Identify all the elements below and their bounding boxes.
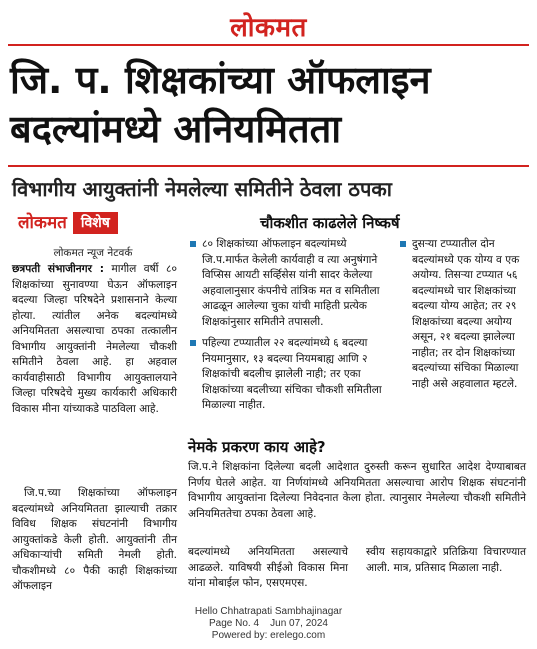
footer-edition: Hello Chhatrapati Sambhajinagar [194,606,343,617]
dateline: छत्रपती संभाजीनगर : [12,263,104,275]
footer [0,606,537,642]
finding-item-1: ८० शिक्षकांच्या ऑफलाइन बदल्यांमध्ये जि.प.मार्फत केलेली कार्यवाही व त्या अनुषंगाने विप्सिस आयटी सर्व्हिसेस यांनी सादर केलेल्या अहवालानुसार कंपनीचे तांत्रिक मत व समितीला आढळून आलेल्या चुका यांची माहिती प्रत्येक शिक्षकांनुसार समितीने तपासली. [188,237,388,330]
lead-paragraph-1 [12,262,177,417]
continuation-column-2: बदल्यांमध्ये अनियमितता असल्याचे आढळले. याविषयी सीईओ विकास मिना यांना मोबाईल फोन, एसएमएस. [188,546,348,589]
subheadline: विभागीय आयुक्तांनी नेमलेल्या समितीने ठेवला ठपका [12,177,392,201]
headline-line-1: जि. प. शिक्षकांच्या ऑफलाइन [10,58,431,102]
lead-text-1: मागील वर्षी ८० शिक्षकांच्या सुनावण्या घेऊन ऑफलाइन बदल्या जिल्हा परिषदेने प्रशासनाने केल्या होत्या. त्यांतील अनेक बदल्यांमध्ये अनियमितता असल्याचा ठपका तत्कालीन विभागीय आयुक्तांनी नेमलेल्या चौकशी समितीने ठेवला आहे. हा अहवाल कार्यवाहीसाठी विभागीय आयुक्तालयाने जिल्हा परिषदेचे मुख्य कार्यकारी अधिकारी विकास मीना यांच्याकडे पाठविला आहे. [12,263,177,415]
footer-powered: Powered by: erelego.com [211,630,326,641]
lead-text-2: जि.प.च्या शिक्षकांच्या ऑफलाइन बदल्यांमध्ये अनियमितता झाल्याची तक्रार विविध शिक्षक संघटनांनी विभागीय आयुक्तांकडे केली होती. आयुक्तांनी तीन अधिकाऱ्यांची समिती नेमली होती. चौकशीमध्ये ८० पैकी काही शिक्षकांच्या ऑफलाइन [12,487,177,592]
brand-logo: लोकमत [18,213,67,233]
question-text: जि.प.ने शिक्षकांना दिलेल्या बदली आदेशात दुरुस्ती करून सुधारित आदेश देण्याबाबत निर्णय घेतले आहेत. या निर्णयांमध्ये अनियमितता असल्याचा आरोप शिक्षक संघटनांनी विभागीय आयुक्तांना दिलेल्या निवेदनात केला होता. त्यानुसार नेमलेल्या चौकशी समितीने अनियमिततेचा ठपका ठेवला आहे. [188,461,526,520]
masthead-logo: लोकमत [230,13,307,43]
headline-line-2: बदल्यांमध्ये अनियमितता [10,107,342,151]
question-heading: नेमके प्रकरण काय आहे? [188,438,326,456]
findings-column-1 [188,237,388,420]
footer-page: Page No. 4 Jun 07, 2024 [209,618,328,629]
finding-item-2: पहिल्या टप्प्यातील २२ बदल्यांमध्ये ६ बदल्या नियमानुसार, १३ बदल्या नियमबाह्य आणि २ शिक्षकांची बदलीच झालेली नाही; तर एका शिक्षकांच्या बदलीच्या संचिका चौकशी समितीला मिळाल्या नाहीत. [188,336,388,414]
continuation-column-3: स्वीय सहायकाद्वारे प्रतिक्रिया विचारण्यात आली. मात्र, प्रतिसाद मिळाला नाही. [366,546,526,574]
vishesh-badge: विशेष [73,212,118,234]
byline: लोकमत न्यूज नेटवर्क [53,247,133,259]
lead-paragraph-2 [12,486,177,595]
findings-column-2 [398,237,526,398]
brand-tag [12,212,118,234]
finding-item-3: दुसऱ्या टप्प्यातील दोन बदल्यांमध्ये एक योग्य व एक अयोग्य. तिसऱ्या टप्प्यात ५६ बदल्यांमध्ये चार शिक्षकांच्या बदल्या योग्य आहेत; तर २९ शिक्षकांच्या बदल्या अयोग्य असून, २१ बदल्या झालेल्या नाहीत; तर दोन शिक्षकांच्या बदल्यांच्या संचिका मिळाल्या नाही असे अहवालात म्हटले. [398,237,526,392]
findings-title: चौकशीत काढलेले निष्कर्ष [260,214,400,232]
masthead-divider [8,44,529,46]
headline [10,56,530,154]
headline-divider [8,165,529,167]
